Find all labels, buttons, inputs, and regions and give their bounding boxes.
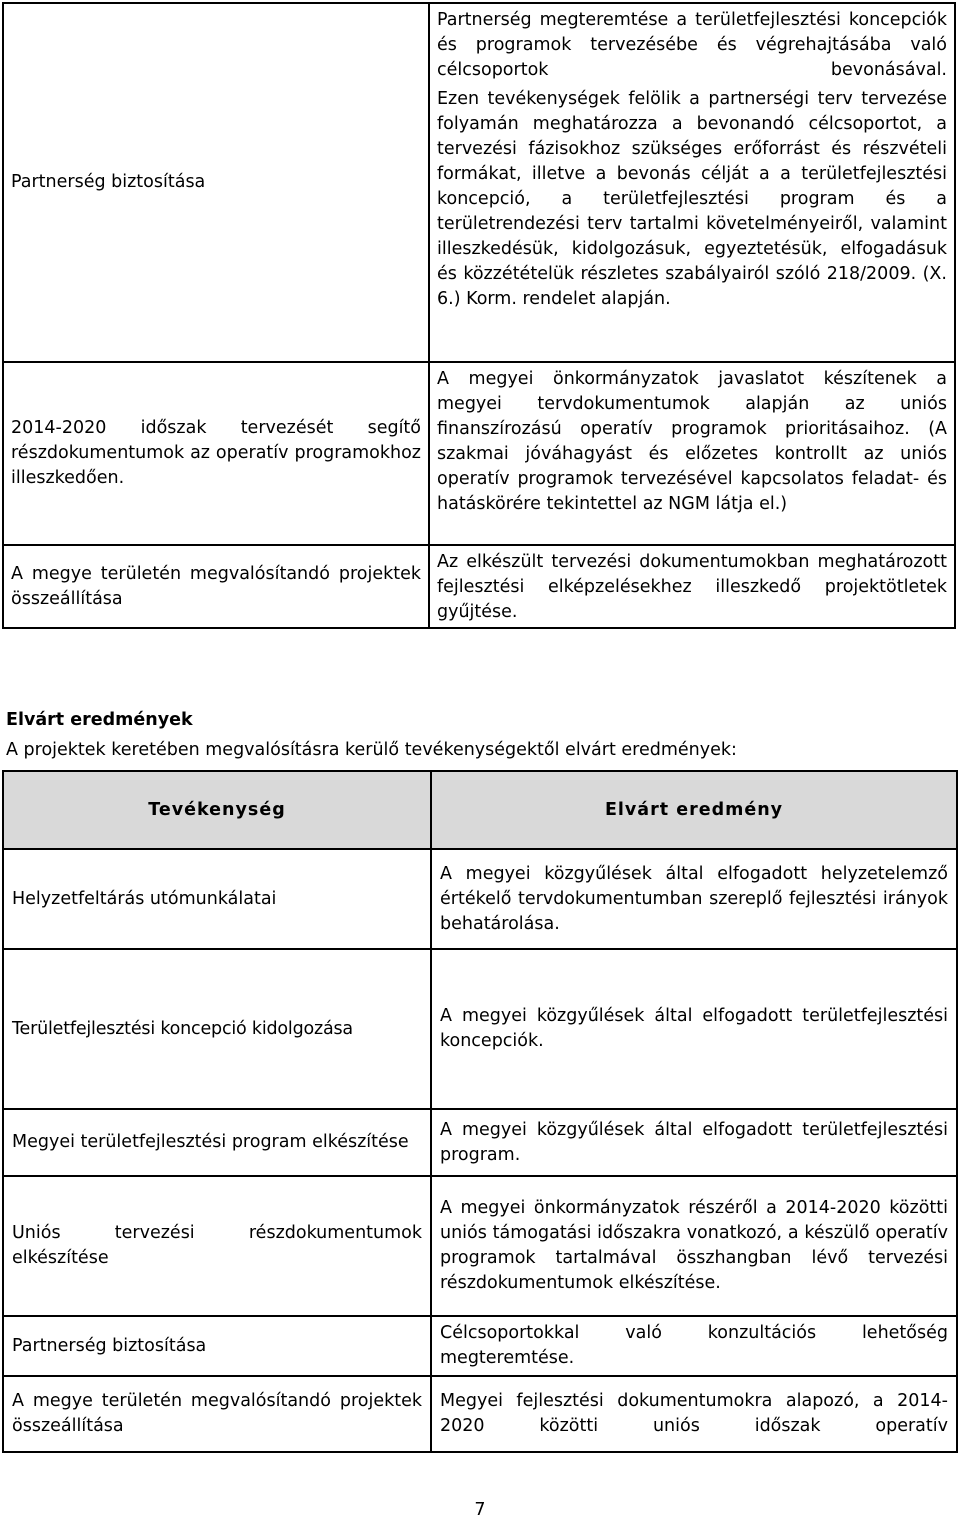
section-intro: A projektek keretében megvalósításra kerülő tevékenységektől elvárt eredmények:	[6, 740, 737, 760]
table-row	[3, 849, 957, 949]
result-cell: A megyei közgyűlések által elfogadott területfejlesztési koncepciók.	[431, 949, 957, 1109]
section-heading: Elvárt eredmények	[6, 710, 193, 730]
activity-cell: A megye területén megvalósítandó projektek összeállítása	[3, 545, 429, 628]
description-paragraph: Ezen tevékenységek felölik a partnerségi terv tervezése folyamán meghatározza a bevonandó célcsoportot, a tervezési fázisokhoz szükséges erőforrást és részvételi formákat, illetve a bevonás célját a a területfejlesztési koncepció, a területfejlesztési program és a területrendezési terv tartalmi követelményeiről, valamint illeszkedésük, kidolgozásuk, egyeztetésük, elfogadásuk és közzétételük részletes szabályairól szóló 218/2009. (X. 6.) Korm. rendelet alapján.	[437, 89, 947, 309]
result-cell: A megyei közgyűlések által elfogadott helyzetelemző értékelő tervdokumentumban szereplő fejlesztési irányok behatárolása.	[431, 849, 957, 949]
activity-cell: A megye területén megvalósítandó projektek összeállítása	[3, 1376, 431, 1452]
result-cell: A megyei közgyűlések által elfogadott területfejlesztési program.	[431, 1109, 957, 1176]
result-cell: A megyei önkormányzatok részéről a 2014-2020 közötti uniós támogatási időszakra vonatkozó, a készülő operatív programok tartalmával összhangban lévő tervezési részdokumentumok elkészítése.	[431, 1176, 957, 1316]
column-header-expected-result: Elvárt eredmény	[431, 771, 957, 849]
table-row	[3, 1316, 957, 1376]
table-header-row	[3, 771, 957, 849]
description-paragraph: Partnerség megteremtése a területfejlesztési koncepciók és programok tervezésébe és végrehajtásába való célcsoportok bevonásával.	[437, 10, 947, 80]
description-cell	[429, 3, 955, 362]
table-row	[3, 3, 955, 362]
table-row	[3, 1109, 957, 1176]
page-number: 7	[474, 1500, 486, 1520]
activity-cell: Helyzetfeltárás utómunkálatai	[3, 849, 431, 949]
activity-cell: Uniós tervezési részdokumentumok elkészítése	[3, 1176, 431, 1316]
activity-cell: 2014-2020 időszak tervezését segítő részdokumentumok az operatív programokhoz illeszkedően.	[3, 362, 429, 545]
table-row	[3, 545, 955, 628]
table-row	[3, 362, 955, 545]
result-cell: Célcsoportokkal való konzultációs lehetőség megteremtése.	[431, 1316, 957, 1376]
activity-cell: Területfejlesztési koncepció kidolgozása	[3, 949, 431, 1109]
column-header-activity: Tevékenység	[3, 771, 431, 849]
result-cell: Megyei fejlesztési dokumentumokra alapozó, a 2014-2020 közötti uniós időszak operatív	[431, 1376, 957, 1452]
expected-results-table	[2, 770, 958, 1453]
activity-cell: Partnerség biztosítása	[3, 1316, 431, 1376]
description-cell: Az elkészült tervezési dokumentumokban meghatározott fejlesztési elképzelésekhez illeszkedő projektötletek gyűjtése.	[429, 545, 955, 628]
description-cell: A megyei önkormányzatok javaslatot készítenek a megyei tervdokumentumok alapján az uniós finanszírozású operatív programok prioritásaihoz. (A szakmai jóváhagyást és előzetes kontrollt az uniós operatív programok tervezésével kapcsolatos feladat- és hatáskörére tekintettel az NGM látja el.)	[429, 362, 955, 545]
activity-cell: Megyei területfejlesztési program elkészítése	[3, 1109, 431, 1176]
table-row	[3, 1376, 957, 1452]
activities-continuation-table	[2, 2, 956, 629]
activity-cell: Partnerség biztosítása	[3, 3, 429, 362]
table-row	[3, 1176, 957, 1316]
table-row	[3, 949, 957, 1109]
